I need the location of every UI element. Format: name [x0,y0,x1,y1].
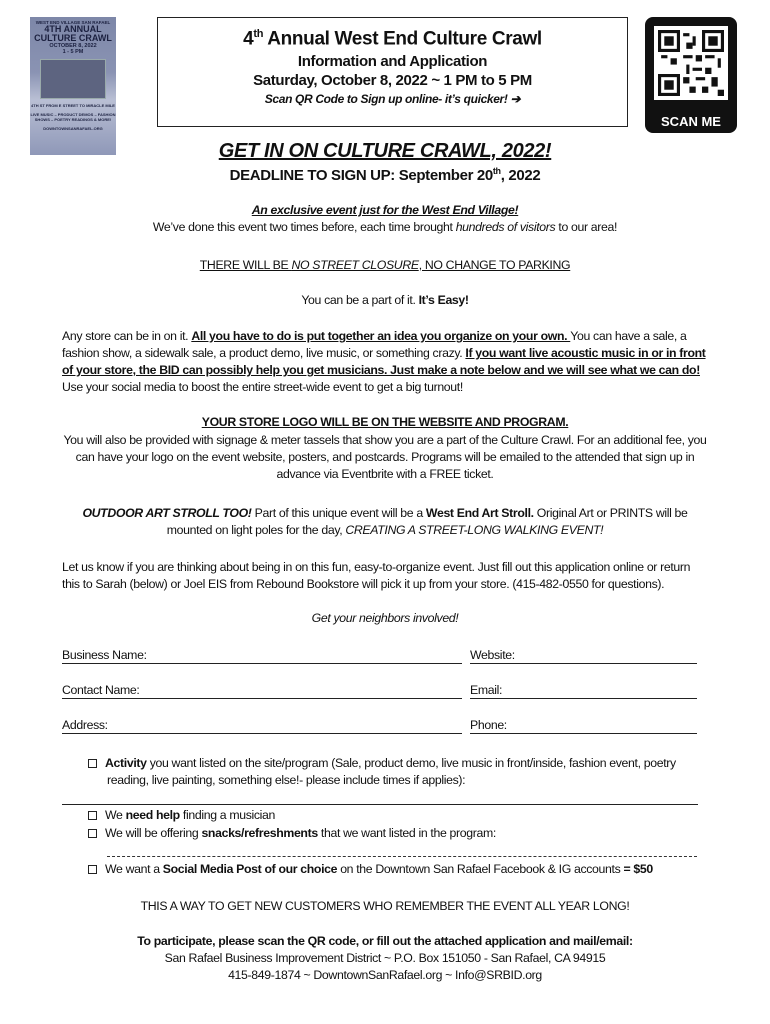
text: Any store can be in on it. [62,329,192,343]
deadline-year: , 2022 [500,167,541,184]
deadline [0,166,770,184]
participation-paragraph [62,328,708,396]
deadline-sup: th [492,166,501,176]
title-text: Annual West End Culture Crawl [263,28,542,50]
easy-note [0,293,770,307]
neighbors-note: Get your neighbors involved! [311,611,459,625]
headline: GET IN ON CULTURE CRAWL, 2022! [218,140,552,162]
event-poster-image [30,17,116,155]
business-name-field[interactable] [62,648,462,664]
checkbox[interactable] [88,759,97,768]
poster-photo [40,59,106,99]
text: You can be a part of it. [301,293,419,307]
snacks-checkbox-item[interactable] [88,826,496,840]
website-field[interactable] [470,648,697,664]
field-label: Address: [62,718,108,732]
art-paragraph [62,505,708,539]
text: snacks/refreshments [201,826,318,840]
checkbox[interactable] [88,829,97,838]
title-number: 4 [243,28,254,50]
logo-heading: YOUR STORE LOGO WILL BE ON THE WEBSITE AND PROGRAM. [201,415,569,429]
text: If you want live acoustic music in or in front of your store, the BID can possibly help you get musicians. Just make a note below and we will see what we can do! [62,346,706,377]
mailing-address: San Rafael Business Improvement District ~ P.O. Box 151050 - San Rafael, CA 94915 [164,951,606,965]
phone-field[interactable] [470,718,697,734]
email-field[interactable] [470,683,697,699]
tagline: THIS A WAY TO GET NEW CUSTOMERS WHO REMEMBER THE EVENT ALL YEAR LONG! [140,899,630,913]
text: It’s Easy! [418,293,469,307]
text: Use your social media to boost the entire street-wide event to get a big turnout! [62,380,463,394]
poster-text: OCTOBER 8, 2022 [49,43,97,49]
checkbox[interactable] [88,811,97,820]
text: Social Media Post of our choice [162,862,338,876]
text: Part of this unique event will be a [251,506,426,520]
title-sup: th [253,28,264,40]
poster-text: DOWNTOWNSANRAFAEL.ORG [43,126,103,131]
need-help-checkbox-item[interactable] [88,808,275,822]
letus-paragraph: Let us know if you are thinking about being in on this fun, easy-to-organize event. Just fill out this application online or return this to Sarah (below) or Joel EIS from Rebound Bookstore will pick it up from your store. (415-482-0550 for questions). [62,560,691,591]
text: finding a musician [179,808,276,822]
text: You can have a sale, a fashion show, a sidewalk sale, a product demo, live music, or something crazy. [62,329,687,360]
field-label: Business Name: [62,648,147,662]
poster-text: 4TH ANNUAL [44,24,102,34]
field-label: Contact Name: [62,683,140,697]
participate-note: To participate, please scan the QR code, or fill out the attached application and mail/email: [137,934,633,948]
logo-paragraph: You will also be provided with signage & meter tassels that show you are a part of the Culture Crawl. For an additional fee, you can have your logo on the event website, posters, and postcards. Programs will be emailed to the attended that sign up in advance via Eventbrite with a FREE ticket. [63,433,707,481]
title-box [157,17,628,127]
text: = $50 [623,862,653,876]
poster-text: 4TH ST FROM E STREET TO MIRACLE MILE [31,103,115,108]
text: to our area! [555,220,618,234]
field-label: Phone: [470,718,507,732]
text: on the Downtown San Rafael Facebook & IG accounts [337,862,624,876]
poster-text: CULTURE CRAWL [34,33,112,43]
qr-pattern-icon [654,26,728,100]
text: CREATING A STREET-LONG WALKING EVENT! [345,523,604,537]
qr-code[interactable] [645,17,737,133]
text: THERE WILL BE [199,258,292,272]
text: All you have to do is put together an idea you organize on your own. [191,329,571,343]
text: you want listed on the site/program (Sale, product demo, live music in front/inside, fashion event, poetry reading, live painting, something else!- please include times if applies): [107,756,676,787]
text: We want a [105,862,163,876]
subtitle: Information and Application [297,53,488,71]
event-date: Saturday, October 8, 2022 ~ 1 PM to 5 PM [253,72,532,90]
snacks-answer-line[interactable] [107,856,697,857]
text: Original Art or PRINTS will be mounted on light poles for the day, [166,506,688,537]
intro-text [0,220,770,234]
field-label: Website: [470,648,515,662]
contact-info: 415-849-1874 ~ DowntownSanRafael.org ~ Info@SRBID.org [228,968,542,982]
text: , NO CHANGE TO PARKING [418,258,571,272]
text: need help [125,808,180,822]
poster-text: 1 - 5 PM [62,49,84,55]
scan-note: Scan QR Code to Sign up online- it’s quicker! ➔ [264,92,521,107]
page-title [158,28,627,50]
address-field[interactable] [62,718,462,734]
field-label: Email: [470,683,503,697]
text: NO STREET CLOSURE [291,258,419,272]
poster-text: LIVE MUSIC – PRODUCT DEMOS – FASHION SHOWS – POETRY READINGS & MORE! [30,112,116,122]
exclusive-note: An exclusive event just for the West End Village! [251,203,519,217]
text: OUTDOOR ART STROLL TOO! [82,506,252,520]
scan-me-label: SCAN ME [661,114,721,129]
social-media-checkbox-item[interactable] [88,862,653,876]
closure-note [0,258,770,272]
contact-name-field[interactable] [62,683,462,699]
text: that we want listed in the program: [317,826,496,840]
activity-answer-line[interactable] [62,804,698,805]
activity-checkbox-item[interactable] [88,755,698,789]
poster-text: WEST END VILLAGE SAN RAFAEL [35,20,111,25]
checkbox[interactable] [88,865,97,874]
text: hundreds of visitors [455,220,556,234]
text: We’ve done this event two times before, each time brought [152,220,456,234]
text: West End Art Stroll. [425,506,534,520]
text: We will be offering [105,826,202,840]
deadline-text: DEADLINE TO SIGN UP: September 20 [229,167,493,184]
text: Activity [105,756,147,770]
text: We [105,808,126,822]
